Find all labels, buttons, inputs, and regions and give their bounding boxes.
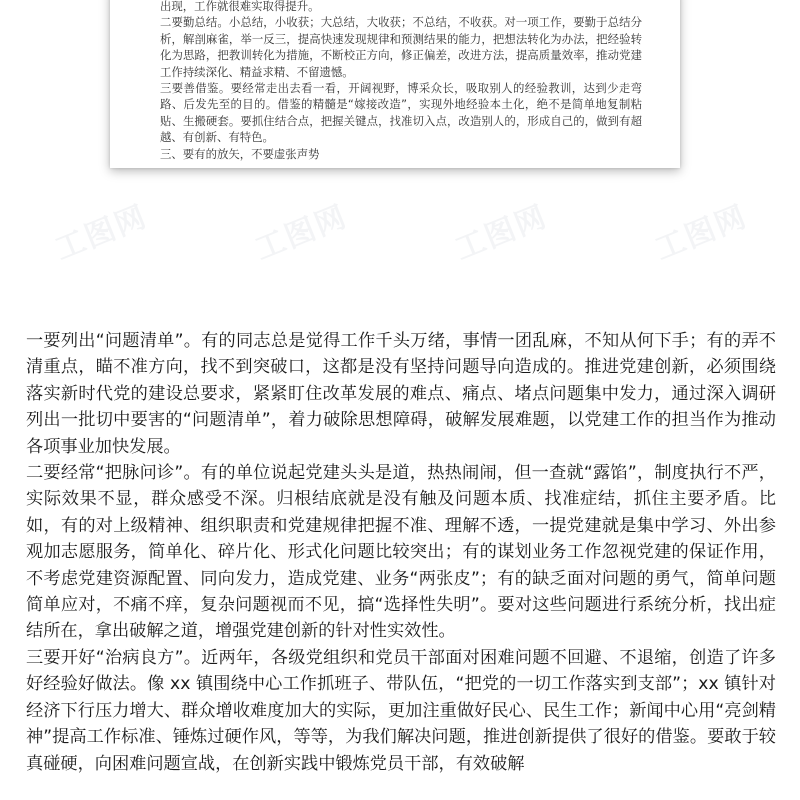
main-paragraph-2: 二要经常“把脉问诊”。有的单位说起党建头头是道，热热闹闹，但一查就“露馅”，制度执行不严，实际效果不显，群众感受不深。归根结底就是没有触及问题本质、找准症结，抓住主要矛盾。比如，有的对上级精神、组织职责和党建规律把握不准、理解不透，一提党建就是集中学习、外出参观加志愿服务，简单化、碎片化、形式化问题比较突出；有的谋划业务工作忽视党建的保证作用，不考虑党建资源配置、同向发力，造成党建、业务“两张皮”；有的缺乏面对问题的勇气，简单问题简单应对，不痛不痒，复杂问题视而不见，搞“选择性失明”。要对这些问题进行系统分析，找出症结所在，拿出破解之道，增强党建创新的针对性实效性。 xyxy=(26,463,776,642)
watermark-logo: 工图网 xyxy=(650,199,753,268)
card-paragraph-1: 二要勤总结。小总结，小收获；大总结，大收获；不总结，不收获。对一项工作，要勤于总结分析，解剖麻雀，举一反三，提高快速发现规律和预测结果的能力，把想法转化为办法，把经验转化为思路，把教训转化为措施，不断校正方向，修正偏差，改进方法，提高质量效率，推动党建工作持续深化、精益求精、不留遗憾。 xyxy=(160,15,642,79)
card-paragraph-2: 三要善借鉴。要经常走出去看一看，开阔视野，博采众长，吸取别人的经验教训，达到少走弯路、后发先至的目的。借鉴的精髓是“嫁接改造”，实现外地经验本土化，绝不是简单地复制粘贴、生搬硬套。要抓住结合点，把握关键点，找准切入点，改造别人的，形成自己的，做到有超越、有创新、有特色。 xyxy=(160,81,642,145)
watermark-row xyxy=(0,195,800,268)
document-preview-card xyxy=(110,0,680,168)
watermark-logo: 工图网 xyxy=(50,199,153,268)
card-paragraph-3: 三、要有的放矢，不要虚张声势 xyxy=(160,146,320,161)
main-paragraph-3: 三要开好“治病良方”。近两年，各级党组织和党员干部面对困难问题不回避、不退缩，创造了许多好经验好做法。像 xx 镇围绕中心工作抓班子、带队伍，“把党的一切工作落实到支部”；xx 镇针对经济下行压力增大、群众增收难度加大的实际，更加注重做好民心、民生工作；新闻中心用“亮剑精神”提高工作标准、锤炼过硬作风，等等，为我们解决问题，推进创新提供了很好的借鉴。要敢于较真碰硬，向困难问题宣战，在创新实践中锻炼党员干部，有效破解 xyxy=(26,647,776,774)
main-text-block xyxy=(26,328,776,777)
card-paragraph-0: 出现，工作就很难实取得提升。 xyxy=(160,0,320,13)
watermark-logo: 工图网 xyxy=(450,199,553,268)
main-paragraph-1: 一要列出“问题清单”。有的同志总是觉得工作千头万绪，事情一团乱麻，不知从何下手；有的弄不清重点，瞄不准方向，找不到突破口，这都是没有坚持问题导向造成的。推进党建创新，必须围绕落实新时代党的建设总要求，紧紧盯住改革发展的难点、痛点、堵点问题集中发力，通过深入调研列出一批切中要害的“问题清单”，着力破除思想障碍，破解发展难题，以党建工作的担当作为推动各项事业加快发展。 xyxy=(26,331,776,457)
watermark-logo: 工图网 xyxy=(250,199,353,268)
